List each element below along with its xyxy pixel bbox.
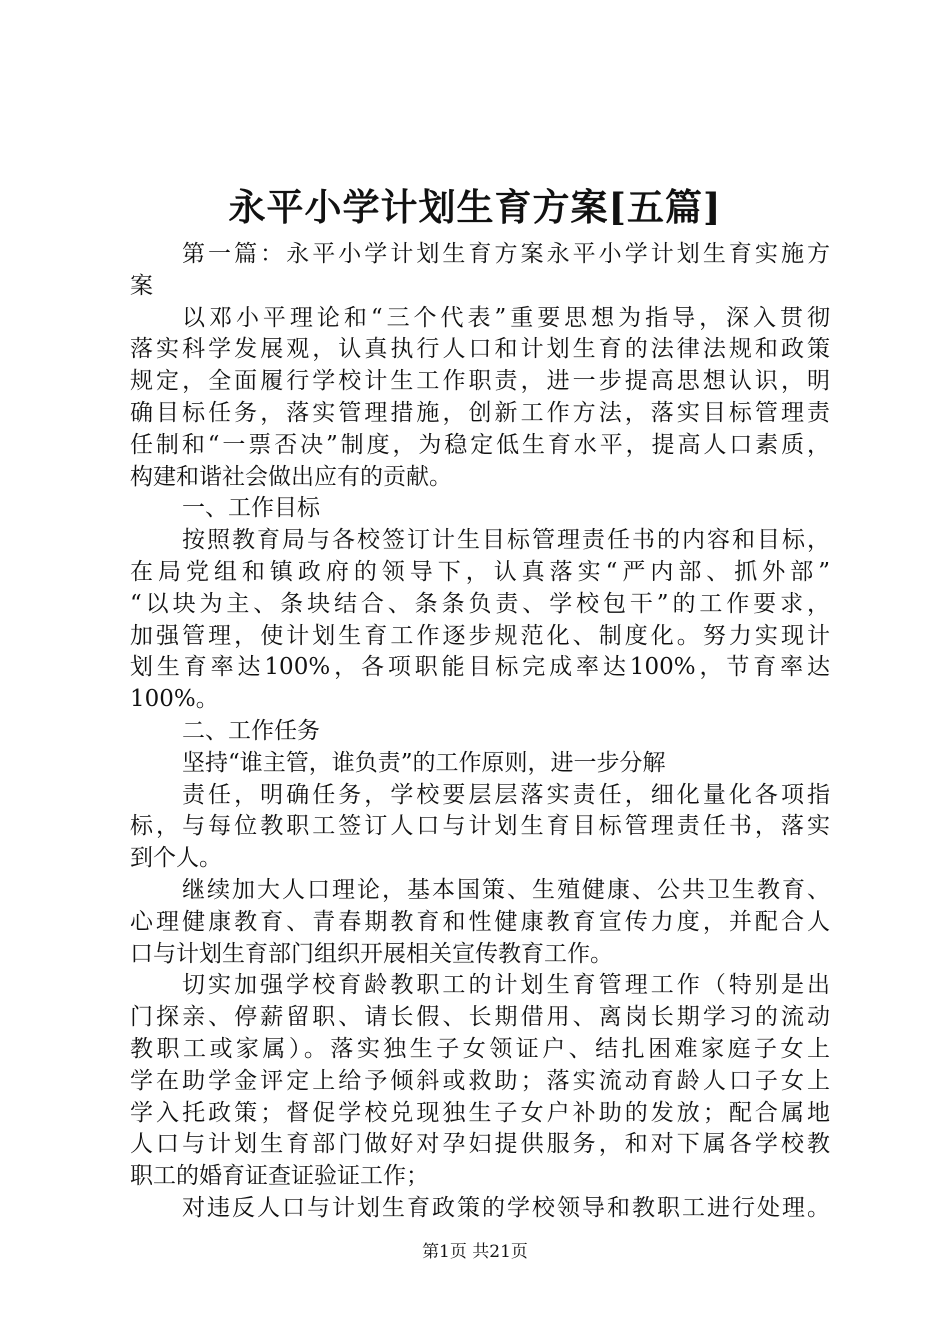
text-line [130,970,830,1002]
text-line-content: 确目标任务，落实管理措施，创新工作方法，落实目标管理责 [130,399,830,426]
text-line [130,621,830,653]
text-line [130,589,830,621]
text-line-content: 加强管理，使计划生育工作逐步规范化、制度化。努力实现计 [130,622,830,649]
text-line [130,1034,830,1066]
text-line-content: 学入托政策；督促学校兑现独生子女户补助的发放；配合属地 [130,1099,830,1126]
text-line-content: 第一篇：永平小学计划生育方案永平小学计划生育实施方 [182,241,830,267]
document-title: 永平小学计划生育方案[五篇] [228,185,722,229]
text-line [130,811,830,843]
text-line-content: 责任，明确任务，学校要层层落实责任，细化量化各项指 [182,781,830,808]
text-line [130,493,830,525]
text-line-content: 到个人。 [130,845,222,872]
text-line [130,557,830,589]
text-line-content: 标，与每位教职工签订人口与计划生育目标管理责任书，落实 [130,813,830,840]
text-line [130,780,830,812]
text-line-content: 人口与计划生育部门做好对孕妇提供服务，和对下属各学校教 [130,1131,830,1158]
text-line [130,271,830,303]
text-line [130,462,830,494]
text-line [130,684,830,716]
text-line-content: 二、工作任务 [182,717,320,744]
text-line-content: 对违反人口与计划生育政策的学校领导和教职工进行处理。 [182,1194,830,1221]
text-line-content: 门探亲、停薪留职、请长假、长期借用、离岗长期学习的流动 [130,1004,830,1031]
text-line-content: 任制和“一票否决”制度，为稳定低生育水平，提高人口素质， [130,431,830,458]
text-line-content: 以邓小平理论和“三个代表”重要思想为指导，深入贯彻 [182,304,830,331]
text-line [130,1066,830,1098]
text-line-content: 切实加强学校育龄教职工的计划生育管理工作（特别是出 [182,972,830,999]
text-line [130,430,830,462]
text-line [130,748,830,780]
text-line-content: 按照教育局与各校签订计生目标管理责任书的内容和目标， [182,527,830,554]
text-line [130,1098,830,1130]
text-line-content: “以块为主、条块结合、条条负责、学校包干”的工作要求， [130,590,830,617]
text-line [130,875,830,907]
text-line-content: 划生育率达100%，各项职能目标完成率达100%，节育率达 [130,654,830,681]
text-line-content: 职工的婚育证查证验证工作； [130,1163,429,1190]
text-line-content: 口与计划生育部门组织开展相关宣传教育工作。 [130,940,613,967]
text-line [130,1193,830,1225]
text-line-content: 在局党组和镇政府的领导下，认真落实“严内部、抓外部” [130,558,830,585]
text-line-content: 一、工作目标 [182,495,320,522]
text-line [130,366,830,398]
text-line [130,1129,830,1161]
text-line-content: 案 [130,272,153,299]
text-line [130,398,830,430]
text-line [130,239,830,271]
text-line-content: 规定，全面履行学校计生工作职责，进一步提高思想认识，明 [130,368,830,395]
page-footer: 第1页 共21页 [422,1242,528,1262]
text-line-content: 100%。 [130,686,219,713]
text-line [130,1161,830,1193]
text-line [130,303,830,335]
text-line-content: 学在助学金评定上给予倾斜或救助；落实流动育龄人口子女上 [130,1067,830,1094]
text-line [130,939,830,971]
text-line [130,652,830,684]
text-line-content: 心理健康教育、青春期教育和性健康教育宣传力度，并配合人 [130,908,830,935]
text-line-content: 落实科学发展观，认真执行人口和计划生育的法律法规和政策 [130,336,830,363]
text-line-content: 继续加大人口理论，基本国策、生殖健康、公共卫生教育、 [182,876,830,903]
text-line [130,525,830,557]
text-line [130,843,830,875]
text-line [130,1002,830,1034]
document-body [130,239,830,1225]
text-line-content: 构建和谐社会做出应有的贡献。 [130,463,452,490]
text-line [130,716,830,748]
text-line-content: 坚持“谁主管，谁负责”的工作原则，进一步分解 [182,749,666,776]
text-line [130,334,830,366]
text-line-content: 教职工或家属）。落实独生子女领证户、结扎困难家庭子女上 [130,1035,830,1062]
text-line [130,907,830,939]
